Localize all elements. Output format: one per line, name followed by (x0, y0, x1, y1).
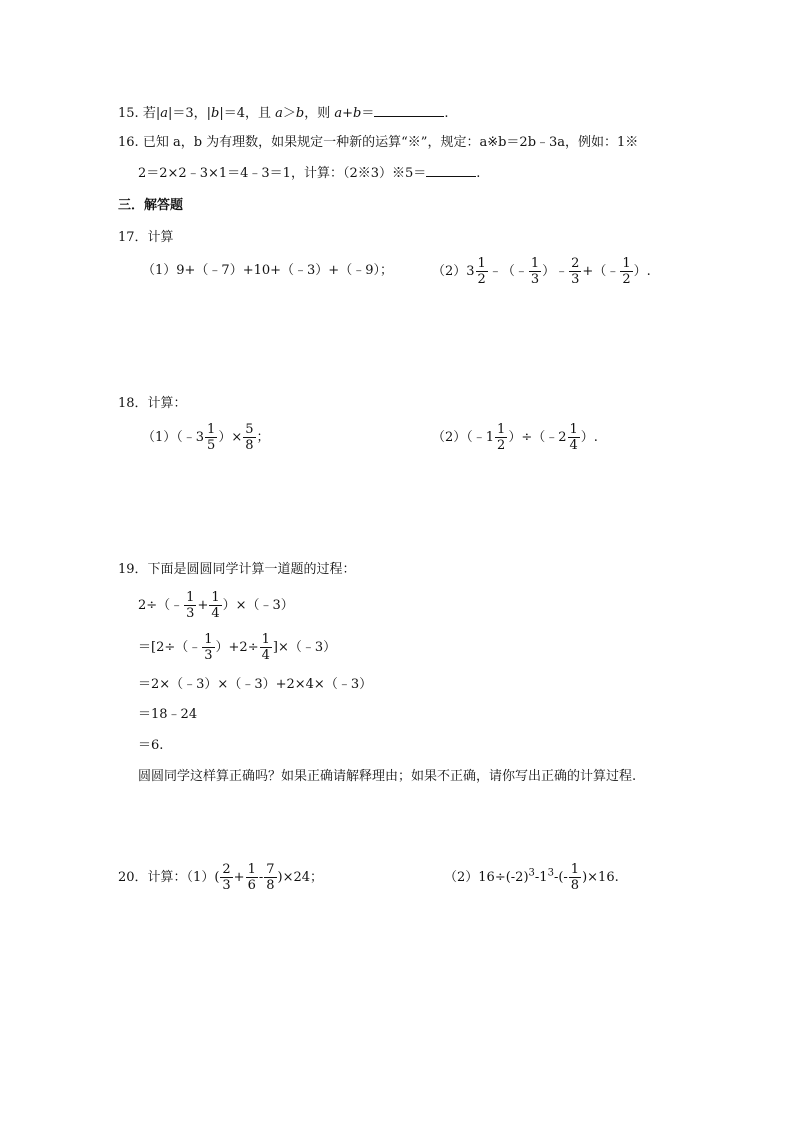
q19-step-4: ＝18﹣24 (138, 707, 198, 722)
q19-title: 19．下面是圆圆同学计算一道题的过程： (118, 562, 356, 577)
answer-blank (426, 164, 476, 177)
fraction: $\frac{1}{4}$ (211, 590, 220, 621)
q19-step-1: 2÷（﹣ $\frac{1}{3}$ + $\frac{1}{4}$ ）×（﹣3） (138, 590, 294, 621)
fraction: $\frac{1}{2}$ (622, 256, 631, 287)
q17-title: 17．计算 (118, 230, 174, 245)
q15-line: 15. 若|a|＝3，|b|＝4，且 a＞b，则 a+b＝ . (118, 106, 449, 121)
fraction: $\frac{1}{5}$ (207, 422, 216, 453)
q17-part-1: （1）9+（﹣7）+10+（﹣3）+（﹣9）； (142, 263, 393, 278)
q19-step-5: ＝6. (138, 738, 164, 753)
answer-blank (374, 104, 444, 117)
fraction: $\frac{1}{4}$ (569, 422, 578, 453)
fraction: $\frac{1}{8}$ (570, 862, 580, 893)
fraction: $\frac{1}{2}$ (497, 422, 506, 453)
fraction: $\frac{1}{3}$ (186, 590, 195, 621)
fraction: $\frac{5}{8}$ (245, 422, 254, 453)
q20-title: 20．计算： (118, 870, 187, 885)
q20-part-2: $(2)16\div(-2)^3-1^3-(-$ $\frac{1}{8}$ )×16. (444, 862, 619, 893)
fraction: $\frac{2}{3}$ (222, 862, 231, 893)
section-heading: 三．解答题 (118, 198, 184, 213)
q20-part-1: 20．计算：（1）( $\frac{2}{3}$ + $\frac{1}{6}$ - $\frac{7}{8}$ )×24； (118, 862, 324, 893)
fraction: $\frac{1}{4}$ (261, 632, 270, 663)
q15-number: 15. (118, 106, 139, 121)
q18-title: 18．计算： (118, 396, 187, 411)
q19-step-2: ＝[2÷（﹣ $\frac{1}{3}$ ）+2÷ $\frac{1}{4}$ ]×（﹣3） (138, 632, 337, 663)
fraction: $\frac{2}{3}$ (571, 256, 580, 287)
fraction: $\frac{1}{3}$ (204, 632, 213, 663)
q16-line-2: 2＝2×2﹣3×1＝4﹣3＝1，计算：（2※3）※5＝ . (138, 166, 481, 181)
fraction: $\frac{1}{2}$ (477, 256, 486, 287)
fraction: $\frac{7}{8}$ (266, 862, 275, 893)
fraction: $\frac{1}{3}$ (530, 256, 540, 287)
q19-step-3: ＝2×（﹣3）×（﹣3）+2×4×（﹣3） (138, 677, 373, 692)
q16-number: 16. (118, 135, 139, 150)
q19-question: 圆圆同学这样算正确吗？如果正确请解释理由；如果不正确，请你写出正确的计算过程. (138, 769, 637, 784)
q17-part-2: （2）3 $\frac{1}{2}$ ﹣（﹣ $\frac{1}{3}$ ）﹣ $\frac{2}{3}$ +（﹣ $\frac{1}{2}$ ）. (432, 256, 651, 287)
q18-part-1: （1）（﹣3 $\frac{1}{5}$ ）× $\frac{5}{8}$ ； (142, 422, 270, 453)
q18-part-2: （2）（﹣1 $\frac{1}{2}$ ）÷（﹣2 $\frac{1}{4}$ ）. (432, 422, 598, 453)
q16-line-1: 16. 已知 a，b 为有理数，如果规定一种新的运算“※”，规定：a※b＝2b﹣3a，例如：1※ (118, 135, 639, 150)
fraction: $\frac{1}{6}$ (247, 862, 256, 893)
